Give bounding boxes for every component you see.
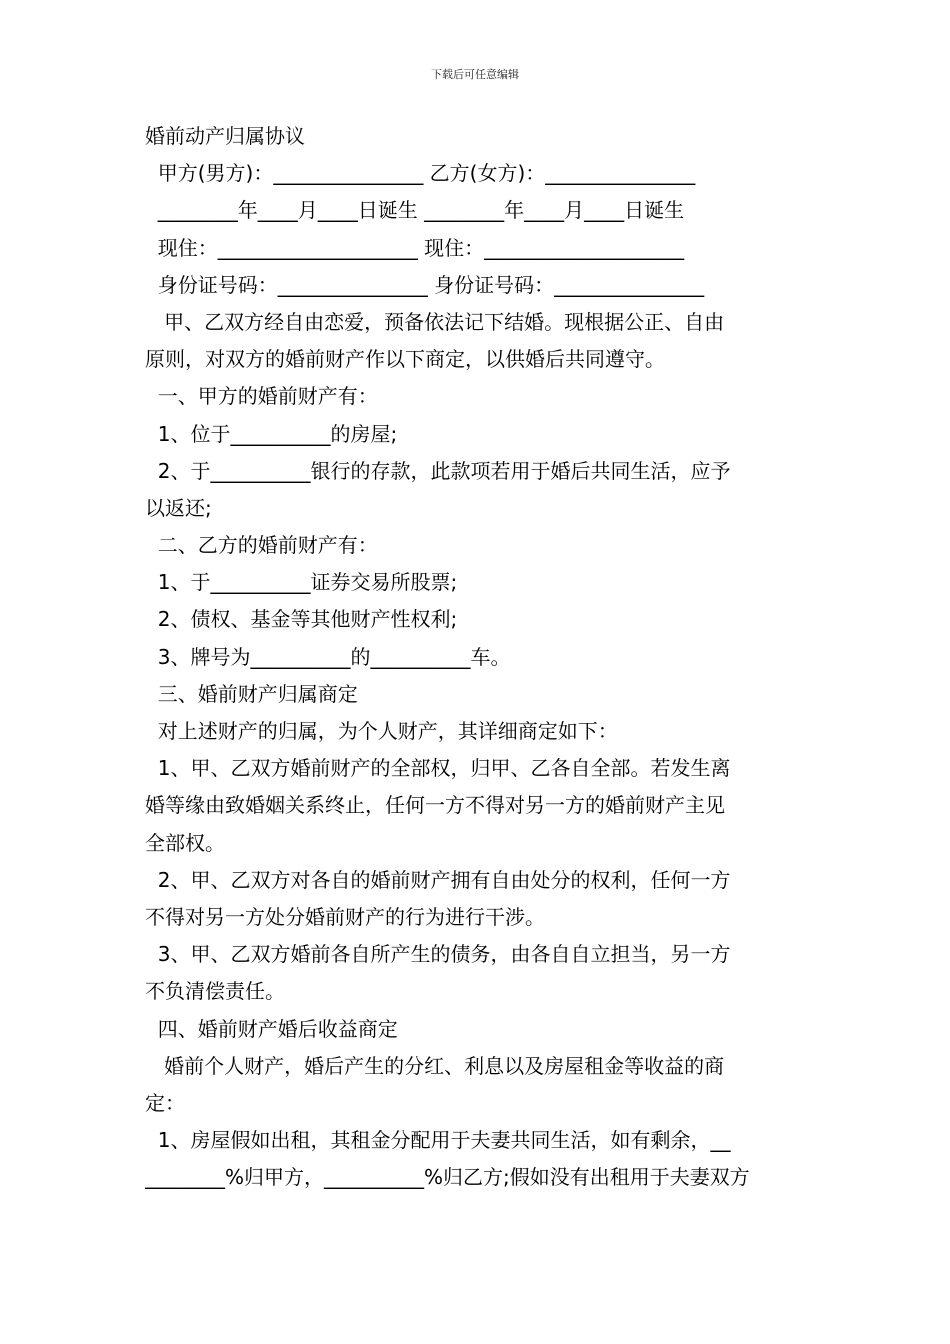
header-note: 下载后可任意编辑 bbox=[431, 68, 519, 81]
section-2-item-2: 2、债权、基金等其他财产性权利; bbox=[145, 607, 458, 632]
section-3-item-1-cont-1: 婚等缘由致婚姻关系终止，任何一方不得对另一方的婚前财产主见 bbox=[145, 793, 725, 818]
section-3-item-3: 3、甲、乙双方婚前各自所产生的债务，由各自自立担当，另一方 bbox=[145, 942, 731, 967]
section-3-item-1-cont-2: 全部权。 bbox=[145, 830, 225, 855]
address-line: 现住：____________________ 现住：____________________ bbox=[145, 235, 685, 260]
birth-dates-line: ________年____月____日诞生 ________年____月____日诞生 bbox=[145, 198, 685, 223]
section-2-item-1: 1、于__________证券交易所股票; bbox=[145, 570, 458, 595]
document-body bbox=[145, 118, 815, 1196]
section-4-item-1: 1、房屋假如出租，其租金分配用于夫妻共同生活，如有剩余，__ bbox=[145, 1128, 731, 1153]
preamble-line-1: 甲、乙双方经自由恋爱，预备依法记下结婚。现根据公正、自由 bbox=[145, 309, 725, 334]
section-4-heading: 四、婚前财产婚后收益商定 bbox=[145, 1016, 398, 1041]
section-3-heading: 三、婚前财产归属商定 bbox=[145, 681, 358, 706]
id-number-line: 身份证号码：_______________ 身份证号码：_______________ bbox=[145, 272, 705, 297]
section-2-heading: 二、乙方的婚前财产有： bbox=[145, 533, 378, 558]
section-3-item-1: 1、甲、乙双方婚前财产的全部权，归甲、乙各自全部。若发生离 bbox=[145, 756, 731, 781]
section-4-intro-cont: 定： bbox=[145, 1090, 185, 1115]
party-a-b-names-line: 甲方(男方)：_______________ 乙方(女方)：_______________ bbox=[145, 161, 696, 186]
section-1-item-2-cont: 以返还; bbox=[145, 495, 212, 520]
section-3-item-2: 2、甲、乙双方对各自的婚前财产拥有自由处分的权利，任何一方 bbox=[145, 867, 731, 892]
document-title: 婚前动产归属协议 bbox=[145, 124, 305, 148]
section-1-heading: 一、甲方的婚前财产有： bbox=[145, 384, 378, 409]
section-3-item-3-cont: 不负清偿责任。 bbox=[145, 979, 285, 1004]
section-1-item-2: 2、于__________银行的存款，此款项若用于婚后共同生活，应予 bbox=[145, 458, 731, 483]
section-3-intro: 对上述财产的归属，为个人财产，其详细商定如下： bbox=[145, 719, 618, 743]
section-1-item-1: 1、位于__________的房屋; bbox=[145, 421, 398, 446]
section-4-item-1-cont: ________%归甲方，__________%归乙方;假如没有出租用于夫妻双方 bbox=[145, 1165, 750, 1190]
section-3-item-2-cont: 不得对另一方处分婚前财产的行为进行干涉。 bbox=[145, 904, 545, 929]
section-4-intro: 婚前个人财产，婚后产生的分红、利息以及房屋租金等收益的商 bbox=[145, 1053, 725, 1078]
section-2-item-3: 3、牌号为__________的__________车。 bbox=[145, 644, 511, 669]
preamble-line-2: 原则，对双方的婚前财产作以下商定，以供婚后共同遵守。 bbox=[145, 347, 665, 372]
